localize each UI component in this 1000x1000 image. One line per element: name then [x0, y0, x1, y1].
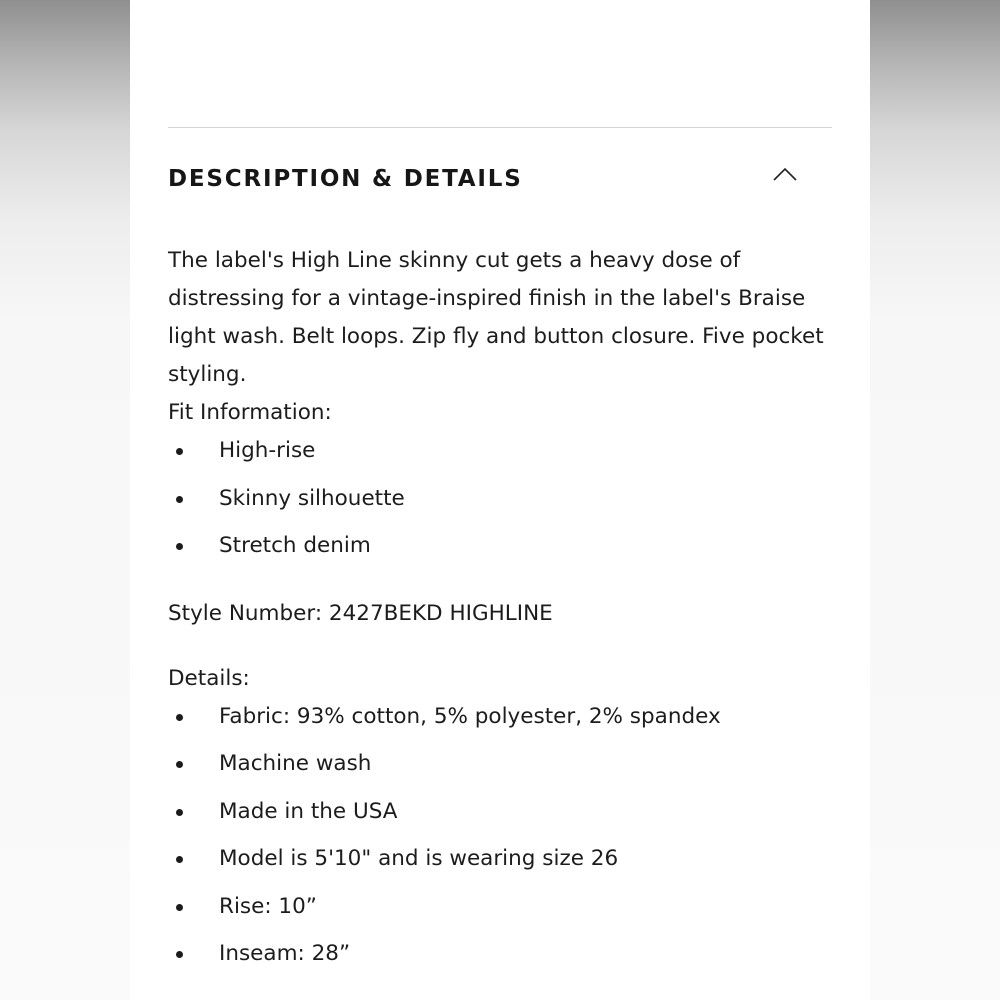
description-details-accordion-header[interactable]: [168, 160, 832, 204]
section-divider: [168, 127, 832, 128]
product-details-panel: [130, 0, 870, 1000]
list-item: Stretch denim: [168, 527, 832, 575]
details-heading: Details:: [168, 665, 250, 691]
list-item: Rise: 10”: [168, 888, 832, 936]
fit-information-heading: Fit Information:: [168, 400, 332, 425]
list-item: Skinny silhouette: [168, 480, 832, 528]
list-item: Inseam: 28”: [168, 935, 832, 983]
list-item: Fabric: 93% cotton, 5% polyester, 2% spandex: [168, 698, 832, 746]
chevron-up-icon[interactable]: [772, 166, 798, 182]
list-item: Made in the USA: [168, 793, 832, 841]
product-description: The label's High Line skinny cut gets a heavy dose of distressing for a vintage-inspired finish in the label's Braise light wash. Belt loops. Zip fly and button closure. Five pocket styling.: [168, 248, 824, 387]
description-content: [168, 242, 832, 983]
details-list: [168, 698, 832, 983]
list-item: Machine wash: [168, 745, 832, 793]
fit-information-list: [168, 432, 832, 575]
list-item: Model is 5'10" and is wearing size 26: [168, 840, 832, 888]
section-title: DESCRIPTION & DETAILS: [168, 166, 523, 192]
list-item: High-rise: [168, 432, 832, 480]
style-number: Style Number: 2427BEKD HIGHLINE: [168, 600, 553, 626]
